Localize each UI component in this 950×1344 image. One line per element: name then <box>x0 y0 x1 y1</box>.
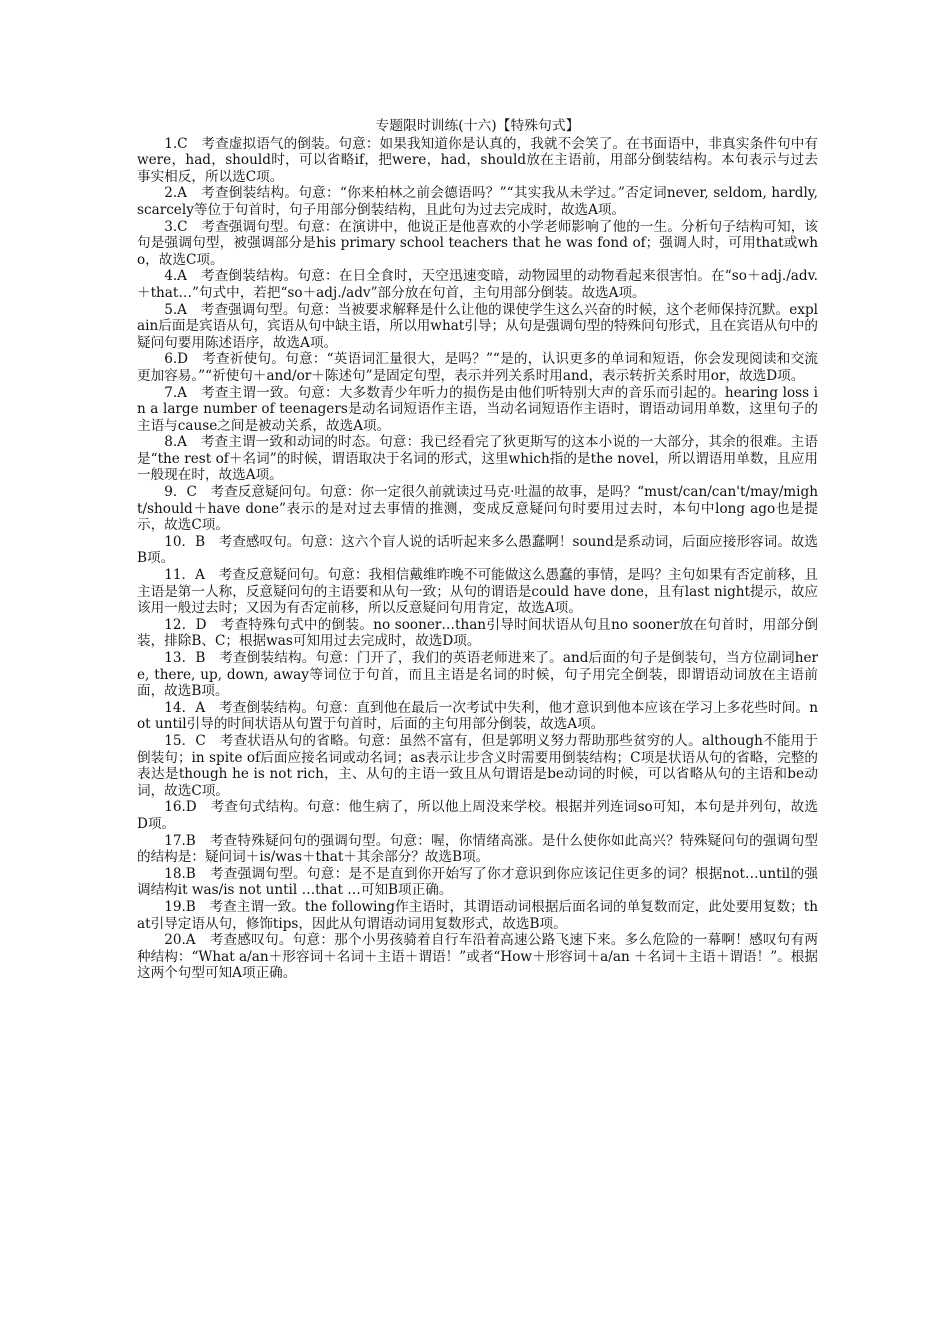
answer-item-16: 16.D 考查句式结构。句意：他生病了，所以他上周没来学校。根据并列连词so可知，本句是并列句，故选D项。 <box>137 799 818 832</box>
answer-item-10: 10．B 考查感叹句。句意：这六个盲人说的话听起来多么愚蠢啊！sound是系动词，后面应接形容词。故选B项。 <box>137 533 818 567</box>
answer-item-20: 20.A 考查感叹句。句意：那个小男孩骑着自行车沿着高速公路飞速下来。多么危险的一幕啊！感叹句有两种结构：“What a/an＋形容词＋名词＋主语＋谓语！”或者“How＋形容词＋a/an ＋名词＋主语＋谓语！”。根据这两个句型可知A项正确。 <box>137 932 818 982</box>
answer-item-17: 17.B 考查特殊疑问句的强调句型。句意：喔，你情绪高涨。是什么使你如此高兴？特殊疑问句的强调句型的结构是：疑问词＋is/was＋that＋其余部分？故选B项。 <box>137 832 818 866</box>
answer-item-18: 18.B 考查强调句型。句意：是不是直到你开始写了你才意识到你应该记住更多的词？根据not…until的强调结构it was/is not until …that …可知B项正确。 <box>137 865 818 899</box>
answer-item-19: 19.B 考查主谓一致。the following作主语时，其谓语动词根据后面名词的单复数而定，此处要用复数；that引导定语从句，修饰tips，因此从句谓语动词用复数形式，故选B项。 <box>137 898 818 932</box>
answer-item-1: 1.C 考查虚拟语气的倒装。句意：如果我知道你是认真的，我就不会笑了。在书面语中，非真实条件句中有were，had，should时，可以省略if，把were，had，should放在主语前，用部分倒装结构。本句表示与过去事实相反，所以选C项。 <box>137 135 818 185</box>
answer-item-8: 8.A 考查主谓一致和动词的时态。句意：我已经看完了狄更斯写的这本小说的一大部分，其余的很难。主语是“the rest of＋名词”的时候，谓语取决于名词的形式，这里which指的是the novel，所以谓语用单数，且应用一般现在时，故选A项。 <box>137 434 818 484</box>
answer-item-2: 2.A 考查倒装结构。句意：“你来柏林之前会德语吗？”“其实我从未学过。”否定词never, seldom, hardly, scarcely等位于句首时，句子用部分倒装结构，且此句为过去完成时，故选A项。 <box>137 185 818 218</box>
answer-document <box>137 118 818 982</box>
answer-item-15: 15．C 考查状语从句的省略。句意：虽然不富有，但是郭明义努力帮助那些贫穷的人。although不能用于倒装句；in spite of后面应接名词或动名词；as表示让步含义时需要用倒装结构；C项是状语从句的省略，完整的表达是though he is not rich，主、从句的主语一致且从句谓语是be动词的时候，可以省略从句的主语和be动词，故选C项。 <box>137 732 818 799</box>
answer-item-5: 5.A 考查强调句型。句意：当被要求解释是什么让他的课使学生这么兴奋的时候，这个老师保持沉默。explain后面是宾语从句，宾语从句中缺主语，所以用what引导；从句是强调句型的特殊问句形式，且在宾语从句中的疑问句要用陈述语序，故选A项。 <box>137 301 818 351</box>
answer-item-12: 12．D 考查特殊句式中的倒装。no sooner…than引导时间状语从句且no sooner放在句首时，用部分倒装，排除B、C；根据was可知用过去完成时，故选D项。 <box>137 616 818 650</box>
answer-item-7: 7.A 考查主谓一致。句意：大多数青少年听力的损伤是由他们听特别大声的音乐而引起的。hearing loss in a large number of teenagers是动名词短语作主语，当动名词短语作主语时，谓语动词用单数，这里句子的主语与cause之间是被动关系，故选A项。 <box>137 384 818 434</box>
answer-item-6: 6.D 考查祈使句。句意：“英语词汇量很大，是吗？”“是的，认识更多的单词和短语，你会发现阅读和交流更加容易。”“祈使句＋and/or＋陈述句”是固定句型，表示并列关系时用and，表示转折关系时用or，故选D项。 <box>137 351 818 384</box>
answer-item-14: 14．A 考查倒装结构。句意：直到他在最后一次考试中失利，他才意识到他本应该在学习上多花些时间。not until引导的时间状语从句置于句首时，后面的主句用部分倒装，故选A项。 <box>137 699 818 733</box>
answer-item-11: 11．A 考查反意疑问句。句意：我相信戴维昨晚不可能做这么愚蠢的事情，是吗？主句如果有否定前移，且主语是第一人称，反意疑问句的主语要和从句一致；从句的谓语是could have done，且有last night提示，故应该用一般过去时；又因为有否定前移，所以反意疑问句用肯定，故选A项。 <box>137 567 818 617</box>
answer-item-3: 3.C 考查强调句型。句意：在演讲中，他说正是他喜欢的小学老师影响了他的一生。分析句子结构可知，该句是强调句型，被强调部分是his primary school teachers that he was fond of；强调人时，可用that或who，故选C项。 <box>137 218 818 268</box>
document-title: 专题限时训练(十六)【特殊句式】 <box>375 118 580 134</box>
answer-item-4: 4.A 考查倒装结构。句意：在日全食时，天空迅速变暗，动物园里的动物看起来很害怕。在“so＋adj./adv.＋that…”句式中，若把“so＋adj./adv”部分放在句首，主句用部分倒装。故选A项。 <box>137 268 818 301</box>
answer-item-13: 13．B 考查倒装结构。句意：门开了，我们的英语老师进来了。and后面的句子是倒装句，当方位副词here, there, up, down, away等词位于句首，而且主语是名词的时候，句子用完全倒装，即谓语动词放在主语前面，故选B项。 <box>137 650 818 700</box>
answer-item-9: 9．C 考查反意疑问句。句意：你一定很久前就读过马克·吐温的故事，是吗？“must/can/can't/may/might/should＋have done”表示的是对过去事情的推测，变成反意疑问句时要用过去时，本句中long ago也是提示，故选C项。 <box>137 484 818 534</box>
